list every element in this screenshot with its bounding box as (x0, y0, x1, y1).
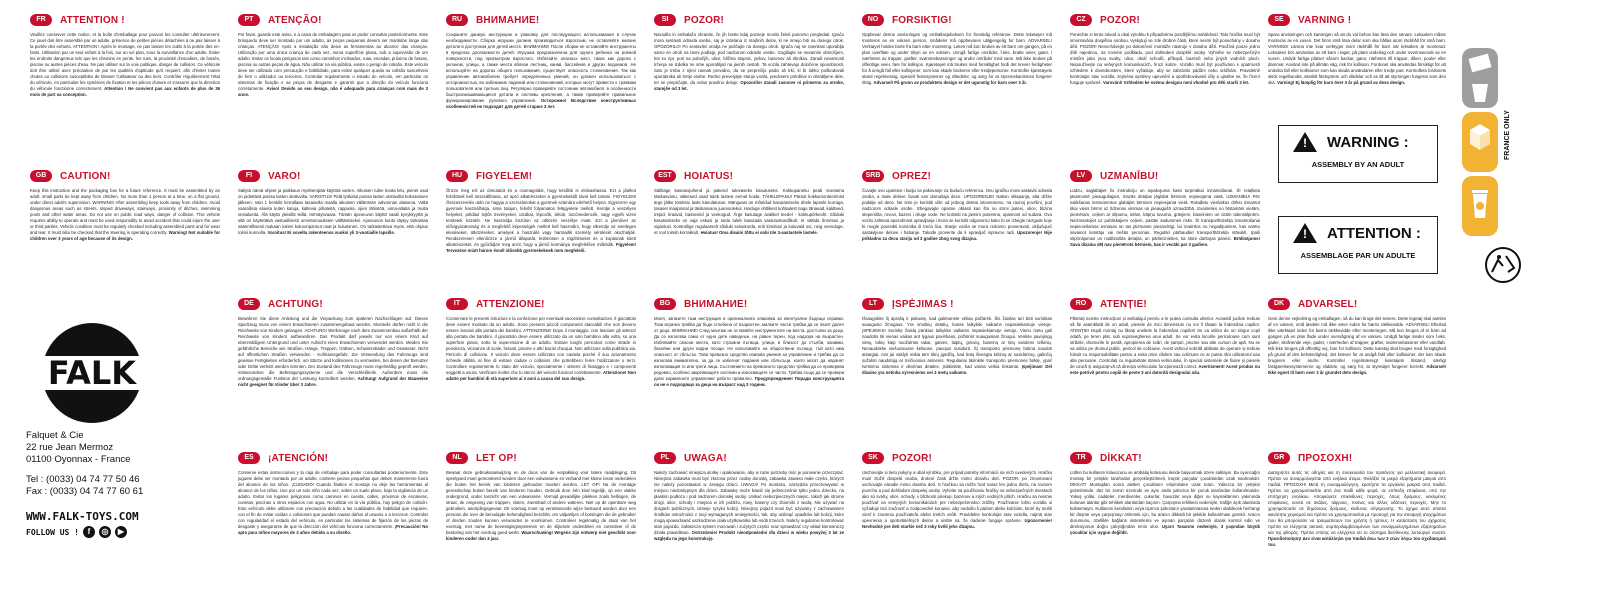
warning-title: ATTENZIONE! (476, 298, 545, 310)
warning-age-notice: Uyarı! Tasarımı nedeniyle, 3 yaşından büyük çocuklar için uygun değildir. (1070, 524, 1260, 535)
warning-age-notice: Brīdinājums! Sava dizaina dēļ nav piemērots bērniem, kas ir vecāki par 3 gadiem. (1070, 236, 1260, 247)
warning-age-notice: Hoiatus! Oma disaini tõttu ei sobi üle 3-aastastele lastele. (700, 230, 818, 235)
warning-block-header (30, 168, 220, 184)
warning-body: Διατηρήστε αυτές τις οδηγίες και τη συσκευασία του προϊόντος για μελλοντική αναφορά. Πρέπει να συναρμολογείται από ενήλικα άτομο. Φυλάξτε τα μικρά εξαρτήματα μακριά από παιδιά. ΠΡΟΣΟΧΗ! Μετά τη συναρμολόγηση, κρατήστε τα εργαλεία μακριά από παιδιά. Πρέπει να χρησιμοποιείται από ένα παιδί κάθε φορά, σε επίπεδη επιφάνεια, υπό την επιτήρηση ενηλίκου. Αποφεύγετε επικίνδυνες περιοχές, όπως δρόμους, κεκλιμένες επιφάνειες, κοντά σε σκάλες, τάφρους, πισίνες και άλλες υδάτινες περιοχές. Μην το χρησιμοποιείτε σε δημόσιους δρόμους, κίνδυνος σύγκρουσης. Το όχημα αυτό απαιτεί ικανότητα χειρισμού και πρέπει να χρησιμοποιείται με προσοχή για την αποφυγή ατυχημάτων που θα μπορούσαν να τραυματίσουν τον χρήστη ή τρίτους. Η κατάσταση του οχήματος πρέπει να ελέγχεται τακτικά, συμπεριλαμβανομένων των συναρμολογημένων εξαρτημάτων και της φθοράς. Πρέπει επίσης να ελέγχεται ότι το σύστημα διεύθυνσης λειτουργεί σωστά. (1268, 470, 1446, 535)
website-link[interactable]: WWW.FALK-TOYS.COM (26, 510, 139, 523)
language-code-badge: TR (1070, 452, 1092, 464)
warning-block-header (1070, 296, 1260, 312)
warning-text (446, 470, 636, 602)
warning-title: LET OP! (476, 452, 517, 464)
language-code-badge: SI (654, 14, 676, 26)
warning-title: ĮSPĖJIMAS ! (892, 298, 954, 310)
warning-title: WARNING : (1327, 133, 1409, 151)
triman-icon (1484, 246, 1522, 284)
language-code-badge: LT (862, 298, 884, 310)
warning-text (1268, 470, 1446, 602)
warning-age-notice: Varning! Ej lämplig för barn över 3 år på grund av dess design. (1277, 80, 1406, 85)
warning-subtitle: ASSEMBLAGE PAR UN ADULTE (1300, 251, 1416, 260)
warning-body: Gem denne vejledning og emballagen, så du kan bruge det senere. Dette legetøj skal samles af en voksen, små løsdele må ikke være inden for børns rækkevidde. ADVARSEL! Efterlad ikke værktøjet inden for børns rækkevidde efter monteringen. Må kun bruges af et barn ad gangen på en plan flade under overvågning af en voksen. Undgå farlige steder som f.eks. gader, skrånende veje, gader, i nærheden af trapper, grøfter, svømmebassiner eller vandløb. Må ikke bruges på offentlig vej, fare for kollision. Dette køretøj skal bruges med forsigtighed på grund af den behændighed, det kræver for at undgå fald eller kollisioner, der kan skade brugeren eller andre. Kontroller regelmæssigt køretøjets tilstand, særligt fastgørelsessystemerne og sliddele, og sørg for, at styretøjet fungerer korrekt. (1268, 316, 1446, 369)
language-code-badge: EST (654, 170, 676, 182)
warning-block-header (1070, 450, 1260, 466)
language-code-badge: FI (238, 170, 260, 182)
telephone: Tel : (0033) 04 74 77 50 46 (26, 474, 140, 485)
company-name: Falquet & Cie (26, 430, 84, 441)
language-code-badge: HU (446, 170, 468, 182)
warning-age-notice: Advarsel! På grunn av produktets design er det ugunstig for barn over 3 år. (873, 80, 1028, 85)
warning-block-header (654, 12, 844, 28)
warning-block-es (238, 450, 428, 602)
warning-body: Conserve estas instrucciones y la caja de embalaje para poder consultarlas posteriormente. Este juguete debe ser montado por un adulto, contiene piezas pequeñas que deben mantenerse fuera del alcance de los niños. ¡CUIDADO! Cuando finalice el montaje no deje las herramientas al alcance de los niños. Uso por un solo niño cada vez, sobre un suelo plano, bajo la vigilancia de un adulto. Evitar los lugares peligrosos como caminos en cuesta, calles, próximos de escaleras, cunetas, piscinas u otros espacios con agua. No utilizar en la vía pública, hay peligro de colisión. Este vehículo debe utilizarse con precaución debido a las cualidades de habilidad que requiere, con el fin de evitar caídas o colisiones que puedan causar daños al usuario o a terceros. Controlar con regularidad el estado del vehículo, en particular los sistemas de fijación de las piezas de desgaste y asegurarse de que la dirección del vehículo funciona correctamente. (238, 470, 428, 529)
language-code-badge: SE (1268, 14, 1290, 26)
warning-age-notice: Предупреждение! Поради конструкцията си не е подходящо за деца на възраст над 3 години. (654, 376, 844, 387)
warning-subtitle: ASSEMBLY BY AN ADULT (1311, 160, 1405, 169)
warning-text (30, 188, 220, 320)
warning-block-de (238, 296, 428, 448)
warning-triangle-icon (1293, 132, 1317, 152)
warning-block-pt (238, 12, 428, 164)
warning-block-ru (446, 12, 636, 164)
language-code-badge: ES (238, 452, 260, 464)
warning-body: Säilitage kasutusjuhend ja pakend tulevaseks kasutuseks. Kokkupaneku peab teostama täiskasvanu, väikesed osad tuleb lastest eemal hoida. TÄHELEPANU! Pärast kokkumonteerimist ärge jätke tööriistu laste käeulatusse. Mänguasi on mõeldud kasutamiseks ühele lapsele korraga, tasasel maapinnal ja täiskasvanu juuresolekul. Hoiduge ohtlikest kohtadest nagu tänavad, kaldteed, trepid, kraavid, basseinid ja veekogud. Ärge kasutage avalikel teedel - kokkupõrkeoht. Sõiduki kasutamiseks on vaja oskusi ja seda tuleb kasutada vastutustundlikult, et vältida õnnetusi ja vigastusi. Kontrollige regulaarselt sõiduki seisukorda, eriti kinnitusi ja kuluvaid osi, ning veenduge, et rool toimib korralikult. (654, 188, 844, 235)
warning-title: CAUTION! (60, 170, 111, 182)
warning-body: Bewaar deze gebruiksaanwijzing en de doos van de verpakking voor latere raadpleging. Dit speelgoed moet gemonteerd worden door een volwassene en verband met kleine losse onderdelen die buiten het bereik van kinderen gehouden moeten worden. LET OP! Na de montage gereedschap buiten bereik van kinderen houden. Gebruik door één kind tegelijk, op een vlakke ondergrond, onder toezicht van een volwassene. Vermijd gevaarlijke plekken zoals hellingen, de straat, de omgeving van trappen, sloten, zwembad of andere wateren. Niet op de openbare weg gebruiken, aanrijdingsgevaar. Dit voertuig moet op verantwoorde wijze bestuurd worden door een persoon die over de benodigde behendigheid beschikt, om valpartijen of botsingen die de gebruiker of derden zouden kunnen verwonden te voorkomen. Controleer regelmatig de staat van het voertuig, met name de bevestigingssystemen en de slijtende onderdelen en controleer of de besturing van het voertuig goed werkt. (446, 470, 636, 535)
warning-block-gb (30, 168, 220, 320)
warning-title: ATTENTION ! (60, 14, 125, 26)
language-code-badge: RO (1070, 298, 1092, 310)
warning-age-notice: Ostrzeżenie! Produkt nieodpowiedni dla dzieci w wieku powyżej 3 lat ze względu na jego konstrukcję. (654, 530, 844, 541)
warning-title: FIGYELEM! (476, 170, 533, 182)
language-code-badge: FR (30, 14, 52, 26)
warning-age-notice: Opozorilo! Zaradi zasnove ni primerno za otroke, starejše od 3 let. (654, 80, 844, 91)
bin-icon (1462, 176, 1498, 236)
warning-body: Uschovajte si tieto pokyny a obal výrobku, pre prípad potreby informácií na ních uvedených. Hračku musí zložiť dospelá osoba, drobné časti držte mimo dosahu detí. POZOR. po zmontovaní uschovajte náradie mimo dosahu detí. S hračkou sa môže hrať naraz len jedno dieťa, na rovnom povrchu a pod dohľadom dospelej osoby. Vyhnite sa používaniu hračky na nebezpečných miestach ako sú svahy, ulice, schody, v blízkosti priekop, bazénov a iných vodných plôch. Hračku sa nesmie používať na verejných komunikáciách pre nebezpečenstvo zrážky. Používanie tohto vozidla si vyžaduje istú zručnosť a zodpovedné konanie, aby nedošlo k pádom alebo kolíziám, ktoré by mohli viesť k zraneniu používateľa alebo tretích osôb. Pravidelne kontrolujte stav vozidla, najmä stav upevnenia a opotrebiteľných dielov a uistite sa, že riadenie funguje správne. (862, 470, 1052, 523)
warning-title: POZOR! (1100, 14, 1141, 26)
warning-block-lt (862, 296, 1052, 448)
warning-body: Моля, запазете тази инструкция и оригиналната опаковка за евентуални бъдещи справки. Тази играчка трябва да бъде сглобена от възрастен, малките части трябва да се пазят далеч от деца. ВНИМАНИЕ! След монтаж не оставяйте инструментите на места, достъпни за деца. Да се използва само от едно дете наведнъж, на равен терен, под надзора на възрастен. Избягвайте опасни места, като стръмни пътища, улици, в близост до стълби, канавки, басейни или други водни площи. Не използвайте на обществени пътища, тъй като има опасност от сблъсък. Това превозно средство изисква умения за управление и трябва да се използва внимателно, за да се избегнат падания или сблъсъци, които могат да наранят използващия го или трети лица. Състоянието на превозното средство трябва да се проверява редовно, особено закрепващите системи и износващите се части. Трябва също да се провери дали кормилното управление работи правилно. (654, 316, 844, 381)
warning-block-header (446, 450, 636, 466)
language-code-badge: CZ (1070, 14, 1092, 26)
warning-title: FORSIKTIG! (892, 14, 952, 26)
warning-age-notice: Upozorenje! Nije prikladno za decu stariju od 3 godine zbog svog dizajna. (862, 230, 1052, 241)
warning-age-notice: Figyelem! Tervezése miatt három évnél idősebb gyermekeknek nem megfelelő. (446, 242, 636, 253)
warning-block-si (654, 12, 844, 164)
warning-triangle-icon (1293, 223, 1317, 243)
warning-body: Keep this instruction and the packaging box for a future reference. It must be assembled by an adult, small parts be kept away from children. No more than 1 person at a time, on a flat ground, under direct adult's supervision. WARNING! After assembling keep tools away from children. Avoid dangerous areas such as streets, sloped driveways, stairways, proximity of ditches, swimming pools and other water areas. Do not use on public road ways, danger of collision. This vehicle requires ability to operate and must be used responsibly to avoid accident that could injure the user or third parties. Vehicle condition must be regularly checked including assembled parts and for wear and tear. It must also be checked that the steering is operating correctly. (30, 188, 220, 235)
warning-block-header (1268, 296, 1446, 312)
warning-block-pl (654, 450, 844, 602)
warning-block-header (446, 168, 636, 184)
warning-block-header (862, 12, 1052, 28)
warning-title: UZMANĪBU! (1100, 170, 1159, 182)
warning-age-notice: Varování! Vzhledem ke svému designu není vhodné pro děti starší 3 let. (1102, 80, 1250, 85)
language-code-badge: GR (1268, 452, 1290, 464)
warning-text (238, 470, 428, 602)
street-address: 22 rue Jean Mermoz (26, 442, 114, 453)
warning-block-header (654, 168, 844, 184)
warning-body: Ponechte si tento návod a obal výrobku k případnému pozdějšímu nahlédnutí. Tato hračka musí být smontována dospělou osobou, vyskytují se zde drobné části, které nesmí být ponechány v dosahu dětí. POZOR! Nenechávejte po dokončení montáže nástroje v dosahu dětí. Používá pouze jedno dítě najednou, na rovném podkladu, pod dohledem dospělé osoby. Vyhněte se nebezpečným místům jako jsou svahy, ulice, okolí schodů, příkopů, bazénů nebo jiných vodních ploch. Nepoužívejte na veřejných komunikacích, hrozí kolize. Vozidlo musí být používáno s opatrností vzhledem k dovednostem, které vyžaduje, aby se zabránilo pádům nebo srážkám. Pravidelně kontrolujte stav vozidla, zejména systémy upevnění a opotřebovávané díly a ujistěte se, že řízení funguje správně. (1070, 32, 1260, 85)
warning-body: Păstrați aceste instrucțiuni și ambalajul pentru a le putea consulta ulterior. Această jucărie trebuie să fie asamblată de un adult, piesele de mici dimensiuni nu vor fi lăsate la îndemâna copiilor. ATENȚIE! După montaj nu lăsați uneltele la îndemâna copiilor! Se va utiliza de un singur copil odată, pe teren plat, sub supravegherea unui adult. Se vor evita locurile periculoase cum sunt străzile, drumurile în pantă, apropierea de scări, de șanțuri, piscine sau alte cursuri de apă. Nu se va utiliza pe drumul public, pericol de coliziune. Acest vehicul solicită abilitate de operare și trebuie folosit cu responsabilitate pentru a evita orice cădere sau coliziune ce ar putea răni utilizatorul sau alte persoane. Controlați cu regularitate starea vehiculului, în special sistemele de fixare și piesele de uzură și asigurați-vă că direcția vehiculului funcționează corect. (1070, 316, 1260, 369)
warning-text (446, 316, 636, 448)
warning-block-header (1268, 12, 1446, 28)
warning-age-notice: Attenzione! Non adatto per bambini di età superiore ai 3 anni a causa del suo design. (446, 370, 636, 381)
warning-body: Conservare le presenti istruzioni e la confezione per eventuali successive consultazioni. Il giocattolo deve essere montato da un adulto. Sono presenti piccoli componenti staccabili che non devono essere lasciati alla portata dei bambini. ATTENZIONE! Dopo il montaggio, non lasciare gli attrezzi alla portata dei bambini. Il giocattolo deve essere utilizzato da un solo bambino alla volta, su una superficie piana, sotto la supervisione di un adulto. Evitare luoghi pericolosi come strade in pendenza, vicinanze di scale, fossati, piscine o altri bacini d'acqua. Non utilizzare sulla pubblica via. Pericolo di collisione. Il veicolo deve essere utilizzato con cautela poiché il suo azionamento richiede abilità, al fine di evitare cadute o collisioni che potrebbero ferire l'utilizzatore o terzi. Controllare regolarmente lo stato del veicolo, specialmente i sistemi di fissaggio e i componenti soggetti a usura. Verificare inoltre che lo sterzo del veicolo funzioni correttamente. (446, 316, 636, 375)
warning-title: VARNING ! (1298, 14, 1352, 26)
warning-text (654, 316, 844, 448)
warning-body: Bewahren Sie diese Anleitung und die Verpackung zum späteren Nachschlagen auf. Dieses Spielzeug muss von einem Erwachsenen zusammengebaut werden. Kleinteile dürfen nicht in die Reichweite von Kindern gelangen. ACHTUNG! Werkzeuge nach dem Zusammenbau außerhalb der Reichweite von Kindern aufbewahren. Das Produkt darf jeweils nur von einem Kind auf ebenmäßigem Untergrund und unter Aufsicht eines Erwachsenen verwendet werden. Meiden Sie gefährliche Bereiche wie Straßen, Hänge, Treppen, Gräben, Schwimmbäder und Gewässer. Nicht auf öffentlichen Straßen verwenden - Kollisionsgefahr. Zur Verwendung des Fahrzeugs sind gewisse Fertigkeiten erforderlich, um Stürze und Kollisionen zu vermeiden, bei denen der Benutzer oder Dritte verletzt werden könnten. Der Zustand des Fahrzeugs muss regelmäßig geprüft werden, insbesondere die Befestigungssysteme und die Verschleißteile. Außerdem muss die ordnungsgemäße Funktion der Lenkung kontrolliert werden. (238, 316, 428, 381)
warning-box-en (1278, 125, 1438, 183)
warning-body: Por favor, guarde este aviso, e a caixa de embalagem para os poder consultar posteriormente. Este brinquedo deve ser montado por um adulto, as peças pequenas devem ser mantidas longe das crianças. ATENÇÃO! Após a instalação não deixe as ferramentas ao alcance das crianças. Utilização por uma única criança de cada vez, numa superfície plana, sob a supervisão de um adulto. Evitar os locais perigosos tais como caminhos inclinados, ruas, escadas, próximo de fossas, piscina ou outras peças de água. Não utilizar na via pública, existe o perigo de colisão. Este veículo deve ser utilizado com precaução e habilidade, para evitar qualquer queda ou colisão suscetíveis de ferir o utilizador ou terceiros. Controlar regularmente o estado do veículo, em particular os sistemas de fixação e as peças de desgaste e garantir que a direção do veículo funciona corretamente. (238, 32, 428, 91)
warning-block-header (862, 168, 1052, 184)
warning-body: Lūdzu, saglabājiet šo instrukciju un iepakojuma kasti turpmākai izmantošanai. Šī rotaļlieta jāsamontē pieaugušajam, mazās detaļas jāglabā bērniem nepieejamā vietā. UZMANĪBU! Pēc salikšanas instrumentus glabājiet bērniem nepieejamā vietā. Rotaļlietu vienlaikus drīkst izmantot tikai viens bērns uz līdzenas virsmas un pieaugušā uzraudzībā. Izvairieties no bīstamām vietām, piemēram, ceļiem ar slīpumu, ielām, kāpņu tuvuma, grāvjiem, baseiniem un citām ūdenstilpnēm. Neizmantojiet uz publiskajiem ceļiem, pastāv sadursmes risks. Šī transportlīdzekļa izmantošanai nepieciešamas iemaņas un tas jāizmanto piesardzīgi, lai izvairītos no negadījumiem, kas varētu savainot lietotāju vai trešās personas. Regulāri pārbaudiet transportlīdzekļa stāvokli, īpaši stiprinājumus un nodilstošās detaļas, un pārliecinieties, ka stūre darbojas pareizi. (1070, 188, 1260, 241)
warning-title: ATTENTION : (1327, 224, 1421, 242)
language-code-badge: DE (238, 298, 260, 310)
city-address: 01100 Oyonnax - France (26, 454, 131, 465)
warning-block-dk (1268, 296, 1446, 448)
warning-box-fr (1278, 216, 1438, 274)
contact-block (26, 474, 143, 498)
warning-body: Należy zachować niniejszą ulotkę i opakowanie, aby w razie potrzeby móc je ponownie przeczytać. Niniejsza zabawka musi być złożona przez osobę dorosłą, zabawka zawiera małe części, których nie należy pozostawiać w zasięgu dzieci. UWAGA! Po montażu, narzędzia przechowywać w miejscu niedostępnym dla dzieci. Zabawkę może bawić się jednocześnie tylko jedno dziecko, na płaskim podłożu i pod nadzorem dorosłej osoby. Unikać niebezpiecznych miejsc, takich jak strome drogi, ulice, schody i miejsca w ich pobliżu, rowy, baseny czy zbiorniki z wodą. Nie używać na drogach publicznych, istnieje ryzyko kolizji. Niniejszy pojazd musi być używany z zachowaniem środków ostrożności z racji wymaganych umiejętności, tak, aby uniknąć upadków lub kolizji, które mogą spowodować uszkodzenie ciała użytkownika lub osób trzecich. Należy regularnie kontrolować stan pojazdu, zwłaszcza system mocowań i zużytych części oraz sprawdzać czy układ kierowniczy działa prawidłowo. (654, 470, 844, 535)
follow-label: FOLLOW US ! (26, 527, 79, 537)
warning-age-notice: ¡Precaución! No apto para niños mayores de 3 años debido a su diseño. (238, 524, 428, 535)
language-code-badge: DK (1268, 298, 1290, 310)
warning-text (862, 470, 1052, 602)
warning-body: Išsaugokite šį aprašą ir pakuotę, kad galėtumėte vėliau pažiūrėti. Šis žaislas turi būti surinktas suaugusio žmogaus. Yra smulkių detalių, kurias laikykite vaikams nepasiekiamoje vietoje. ĮSPĖJIMAS! Surinkę žaislą įrankius laikykite vaikams nepasiekiamoje vietoje. Vienu metu gali naudotis tik vienas vaikas ant lygaus paviršiaus, prižiūrint suaugusiam žmogui. Venkite pavojingų vietų, tokių kaip nuožulnūs takai, gatvės, laiptų, griovių, baseinų ar kitų vandens telkinių. Nenaudokite viešuosiuose keliuose, pavojus susidurti. Šį transporto priemonę būtina naudoti atsargiai, nes jai valdyti reikia tam tikrų įgūdžių, kad būtų išvengta kritimų ar susidūrimų, galinčių sužaloti naudotoją ar trečiuosius asmenis. Reguliariai tikrinkite transporto priemonės būklę, ypač tvirtinimo sistemas ir dėvimas detales. Įsitikinkite, kad vairas veikia tinkamai. (862, 316, 1052, 369)
warning-text (446, 32, 636, 164)
warning-body: Сохраните данную инструкцию и упаковку для последующего использования в случае необходимости. Сборка игрушки должна производиться взрослым, не оставляйте мелкие детали в доступном для детей месте. ВНИМАНИЕ! После сборки не оставляйте инструменты в пределах досягаемости детей. Игрушка предназначена для одного ребенка на ровной поверхности, под присмотром взрослого. Избегайте опасных мест, таких как дороги с уклоном, улицы, а также места вблизи лестниц, канав, бассейнов и других водоемов. Не используйте на дорогах общего пользования, существует опасность столкновения. Так как управление автомобилем требует определенных умений, он должен использоваться с осторожностью, во избежание падений или столкновений, которые могут привести к травмам пользователя или третьих лиц. Регулярно проверяйте состояние автомобиля, в особенности быстроизнашивающиеся детали и системы крепления, а также проверяйте правильное функционирование рулевого управления. (446, 32, 636, 103)
warning-age-notice: Προειδοποίηση! Δεν είναι κατάλληλο για παιδιά άνω των 3 ετών λόγω του σχεδιασμού του. (1268, 536, 1446, 547)
box-icon (1462, 112, 1498, 172)
language-code-badge: SRB (862, 170, 884, 182)
warning-body: Navodila in embalažo shranite, če jih boste kdaj pozneje morda želeli ponovno pregledati. Igračo mora sestaviti odrasla oseba, saj je izdelana iz majhnih delov, ki ne smejo biti na dosegu otrok. OPOZORILO! Po sestavitvi orodja ne puščajte na dosegu otrok. Igrača naj se naenkrat uporablja samo en otrok na ravni podlagi, pod nadzorom odrasle osebe. Izogibajte se nevarnim območjem, kot so npr. poti na pobočjih, ulice, bližina stopnic, jarkov, bazenov ali ribnikov. Zaradi nevarnosti trčenja se izdelka ne sme uporabljati na javnih cestah. Ta vozila zahtevajo določene sposobnosti, zato je treba z njimi ravnati previdno, da se preprečijo padci ali trki, ki bi lahko poškodovali uporabnika ali tretje osebe. Redno preverjajte stanje vozila, predvsem pritrditve in obrabljene dele, ter se prepričajte, da volan pravilno deluje. (654, 32, 844, 85)
recycling-strip (1462, 48, 1498, 238)
language-code-badge: SK (862, 452, 884, 464)
warning-block-header (1268, 450, 1446, 466)
warning-block-header (654, 450, 844, 466)
warning-text (654, 32, 844, 164)
warning-block-header (446, 296, 636, 312)
warning-block-ro (1070, 296, 1260, 448)
warning-title: POZOR! (684, 14, 725, 26)
warning-block-bg (654, 296, 844, 448)
warning-age-notice: Warning! Not suitable for children over 3 years of age because of its design. (30, 230, 220, 241)
france-only-label: FRANCE ONLY (1504, 110, 1511, 160)
warning-block-header (238, 296, 428, 312)
warning-text (654, 470, 844, 602)
warning-title: OPREZ! (892, 170, 931, 182)
warning-block-nl (446, 450, 636, 602)
warning-age-notice: Waarschuwing! Wegens zijn ontwerp niet geschikt voor kinderen ouder dan 3 jaar. (446, 530, 636, 541)
language-code-badge: LV (1070, 170, 1092, 182)
warning-block-fr (30, 12, 220, 164)
warning-block-header (1070, 12, 1260, 28)
warning-age-notice: Advarsel! Ikke egnet til børn over 3 år grundet dets design. (1268, 364, 1446, 375)
falk-logo (22, 318, 162, 428)
warning-text (1070, 316, 1260, 448)
warning-title: ¡ATENCIÓN! (268, 452, 329, 464)
warning-body: Őrizze meg ezt az útmutatót és a csomagolást, hogy később is elolvashassa. Ezt a játékot felnőttnek kell összeállítania, az apró alkatrészeket a gyermekektől távol kell tartani. FIGYELEM! Összeszerelés után ne hagyja a szerszámokat a gyermek számára elérhető helyen. Egyszerre egy gyermek használhatja, sima talajon, felnőtt folyamatos felügyelete mellett. Kerülje a veszélyes helyeket, például lejtős ösvényeket, utcákat, lépcsők, árkok, úszómedencék, vagy egyéb vizes területek közelét. Ne használja közúton az ütközés veszélye miatt. Ezt a járművet az elővigyázatosság és a megfelelő képességek mellett kell használni, hogy elkerülje az esetleges eleséseket, ütközéseket, amelyek a használó vagy harmadik személy sérülését okozhatják. Rendszeresen ellenőrizze a jármű állapotát, különösen a rögzítéseket és a kopásnak kitett alkatrészeket, és győződjön meg arról, hogy a jármű kormánya megfelelően működik. (446, 188, 636, 247)
warning-title: POZOR! (892, 452, 933, 464)
warning-text (1268, 316, 1446, 448)
warning-body: Lütfen bu kullanım kılavuzunu ve ambalaj kutusunu ileride başvurmak üzere saklayın. Bu oyuncağın montajı bir yetişkin tarafından gerçekleştirilmeli, küçük parçalar çocuklardan uzak tutulmalıdır. DİKKAT! Montajdan sonra aletleri çocukların erişiminden uzak tutun. Yalnızca bir yetişkin gözetiminde, düz bir zemin üzerinde ve aynı anda yalnızca bir çocuk tarafından kullanılmalıdır. Yokuş yollar, caddeler, merdivenler, çukurlar, havuzlar veya diğer su kaynaklarının yakınında bulunan alanlar gibi tehlikeli alanlardan kaçının. Çarpışma tehlikesi nedeniyle, trafiğe açık alanlarda kullanmayın. Kullanımı kendisinin veya üçüncü şahısların yaralanmasına neden olabilecek herhangi bir düşme veya çarpışmayı önlemek için, bu aracın dikkatli bir şekilde kullanılması gerekir. Aracın durumunu, özellikle bağlantı sistemlerini ve aşınan parçaları düzenli olarak kontrol edin ve direksiyonun doğru çalıştığından emin olun. (1070, 470, 1260, 529)
warning-title: ВНИМАНИЕ! (476, 14, 540, 26)
warning-text (30, 32, 220, 164)
warning-block-header (446, 12, 636, 28)
warning-age-notice: Attention ! Ne convient pas aux enfants de plus de 36 mois de part sa conception. (30, 86, 220, 97)
warning-text (862, 32, 1052, 164)
warning-text (1070, 470, 1260, 602)
warning-block-gr (1268, 450, 1446, 602)
warning-body: Čuvajte ovo uputstvo i kutiju za pakovanje za buduću referencu. Ovu igračku mora sastaviti odrasla osoba, a male delove čuvati van domašaja dece. UPOZORENJE! Nakon sklapanja, alat držite podalje od dece. Ne sme je koristiti više od jednog deteta istovremeno, na ravnoj površini, pod nadzorom odrasle osobe. Izbegavajte opasne oblasti kao što su strmi putevi, ulice, blizina stepeništa, rovovi, bazeni i druge vode. Ne koristiti na javnim putevima, opasnost od sudara. Ovo vozilo zahteva sposobnost upravljanja i mora se koristiti odgovorno kako bi se izbegle nezgode koje bi mogle povrediti korisnika ili treća lica. Stanje vozila se mora redovno proveravati, uključujući sastavljene delove i habanje. Takođe proverite da li upravljač ispravno radi. (862, 188, 1052, 235)
youtube-icon[interactable]: ▶ (115, 526, 127, 538)
language-code-badge: PL (654, 452, 676, 464)
warning-title: ВНИМАНИЕ! (684, 298, 748, 310)
warning-title: DİKKAT! (1100, 452, 1142, 464)
facebook-icon[interactable]: f (83, 526, 95, 538)
warning-title: ΠΡΟΣΟΧΗ! (1298, 452, 1353, 464)
warning-block-header (862, 296, 1052, 312)
warning-age-notice: Achtung! Aufgrund der Bauweise nicht geeignet für Kinder über 3 Jahre. (238, 376, 428, 387)
warning-body: Spara anvisningen och kartongen så att du vid behov kan läsa den senare. Leksaken måste monteras av en vuxen. Det finns små lösa delar som ska hållas utom räckhåll för små barn. VARNING! Lämna inte kvar verktyget inom räckhåll för barn när leksaken är monterad. Leksaken bör användas av ett barn i taget, på plant underlag och under överinseende av en vuxen. Undvik farliga platser såsom backar, gator, närheten till trappor, diken, pooler eller dammar. Använd inte på allmän väg, risk för kollision. Fordonet ska användas försiktigt för att undvika fall eller kollisioner som kan skada användaren eller tredje part. Kontrollera fordonets skick regelbundet, särskilt fästsystem och slitdelar och se till att styrningen fungerar som den ska. (1268, 32, 1446, 85)
warning-block-cz (1070, 12, 1260, 164)
warning-age-notice: Aviso! Devido ao seu design, não é adequado para crianças com mais de 3 anos. (238, 86, 428, 97)
warning-block-tr (1070, 450, 1260, 602)
warning-body: Veuillez conserver cette notice, et la boîte d'emballage pour pouvoir les consulter ultérieurement. Ce jouet doit être assemblé par un adulte, présence de petites pièces détachées à ne pas laisser à la portée des enfants. ATTENTION ! Après le montage, ne pas laisser les outils à la portée des enfants. Utilisation par un seul enfant à la fois, sur un sol plan, sous la surveillance d'un adulte. Éviter les endroits dangereux tels que les chemins en pente, les rues, la proximité d'escaliers, de fossés, piscine ou autres pièces d'eau. Ne pas utiliser sur la voie publique, danger de collision. Ce véhicule doit être utilisé avec précaution de par les qualités d'aptitude qu'il requiert, afin d'éviter toutes chutes ou collisions susceptibles de blesser l'utilisateur ou des tiers. Contrôler régulièrement l'état du véhicule, en particulier les systèmes de fixation et les pièces d'usure et s'assurer que la direction du véhicule fonctionne correctement. (30, 32, 220, 91)
warning-age-notice: Upozornenie! Nevhodné pre deti staršie než 3 roky kvôli jeho dizajnu. (862, 518, 1052, 529)
address-block (26, 430, 130, 466)
warning-age-notice: Avertisment! Acest produs nu este potrivit pentru copiii de peste 3 ani datorită designului său. (1070, 364, 1260, 375)
fax: Fax : (0033) 04 74 77 60 61 (26, 486, 144, 497)
warning-text (238, 316, 428, 448)
packaging-icon (1462, 48, 1498, 108)
warning-body: Säilytä nämä ohjeet ja paikkaus myöhempää käyttöä varten. Aikuisen tulee koota lelu, pienet osat on pidettävä poissa lasten ulottuvilta. VAROITUS! Pidä työkalut poissa lasten ulottuvilta kokoamisen jälkeen. Vain 1 henkilö kerrallaan tasaisella maalla aikuisen välittömän valvonnan alaisena. Vältä vaarallisia alueita kuten katuja, kaltevia pihateitä, rappusia, ojien lähistöä, uima-altaita ja muita vesialueita. Älä käytä yleisillä teillä, törmäysvaara. Tämän ajoneuvon käyttö vaatii kyvykkyyttä ja sitä on käytettävä vastuullisesti onnettomuuksien välttämiseksi. Ajoneuvon kunto täytyy tarkastaa säännöllisesti mukaan lukien kokoonpannut osat ja kuluminen. On tarkastettava myös, että ohjaus toimii kunnolla. (238, 188, 428, 235)
warning-block-header (862, 450, 1052, 466)
warning-title: ATENÇÃO! (268, 14, 322, 26)
warning-age-notice: Осторожно! Вследствие конструктивных особенностей не подходит для детей старше 3 лет. (446, 98, 636, 109)
warning-block-no (862, 12, 1052, 164)
warning-block-header (1070, 168, 1260, 184)
warning-text (238, 32, 428, 164)
warning-title: ADVARSEL! (1298, 298, 1358, 310)
warning-body: Oppbevar denne anvisningen og emballasjeboksen for fremtidig referanse. Dette leketøyet må monteres av en voksen person, smådeler må oppbevares utilgjengelig for barn. ADVARSEL! Verktøyet holdes borte fra barn etter montering. Leken må kun brukes av ett barn om gangen, på en plan overflate og under tilsyn av en voksen. Unngå farlige områder, f.eks. bratte veier, gater, i nærheten av trapper, grøfter, svømmebassenger og andre områder med vann. Må ikke brukes på offentlige veier, fare for kollisjon. Kjøretøyet må brukes med forsiktighet fordi det krever ferdigheter for å unngå fall eller kollisjoner, som kan skade brukeren eller tredjepersoner. Kontroller kjøretøyets stand regelmessig, spesielt festesystemer og slitedeler, og sørg for at styremekanismen fungerer riktig. (862, 32, 1052, 85)
language-code-badge: NL (446, 452, 468, 464)
warning-block-header (238, 12, 428, 28)
warning-age-notice: Varoitus! Ei sovellu rakenteensa vuoksi yli 3-vuotiaille lapsille. (267, 230, 395, 235)
warning-text (862, 316, 1052, 448)
warning-block-header (654, 296, 844, 312)
instagram-icon[interactable]: ◎ (99, 526, 111, 538)
warning-block-it (446, 296, 636, 448)
warning-text (1070, 32, 1260, 164)
language-code-badge: GB (30, 170, 52, 182)
warning-block-header (238, 168, 428, 184)
svg-text:FALK: FALK (47, 354, 137, 392)
warning-block-header (238, 450, 428, 466)
language-code-badge: IT (446, 298, 468, 310)
language-code-badge: NO (862, 14, 884, 26)
warning-age-notice: Įspėjimas! Dėl dizaino yra netinka vyresniems nei 3 metų vaikams. (862, 364, 1052, 375)
warning-title: ATENȚIE! (1100, 298, 1147, 310)
language-code-badge: PT (238, 14, 260, 26)
warning-block-header (30, 12, 220, 28)
warning-title: ACHTUNG! (268, 298, 323, 310)
warning-title: VARO! (268, 170, 301, 182)
follow-us (26, 526, 127, 538)
warning-title: HOIATUS! (684, 170, 734, 182)
warning-block-sk (862, 450, 1052, 602)
language-code-badge: RU (446, 14, 468, 26)
warning-title: UWAGA! (684, 452, 727, 464)
language-code-badge: BG (654, 298, 676, 310)
